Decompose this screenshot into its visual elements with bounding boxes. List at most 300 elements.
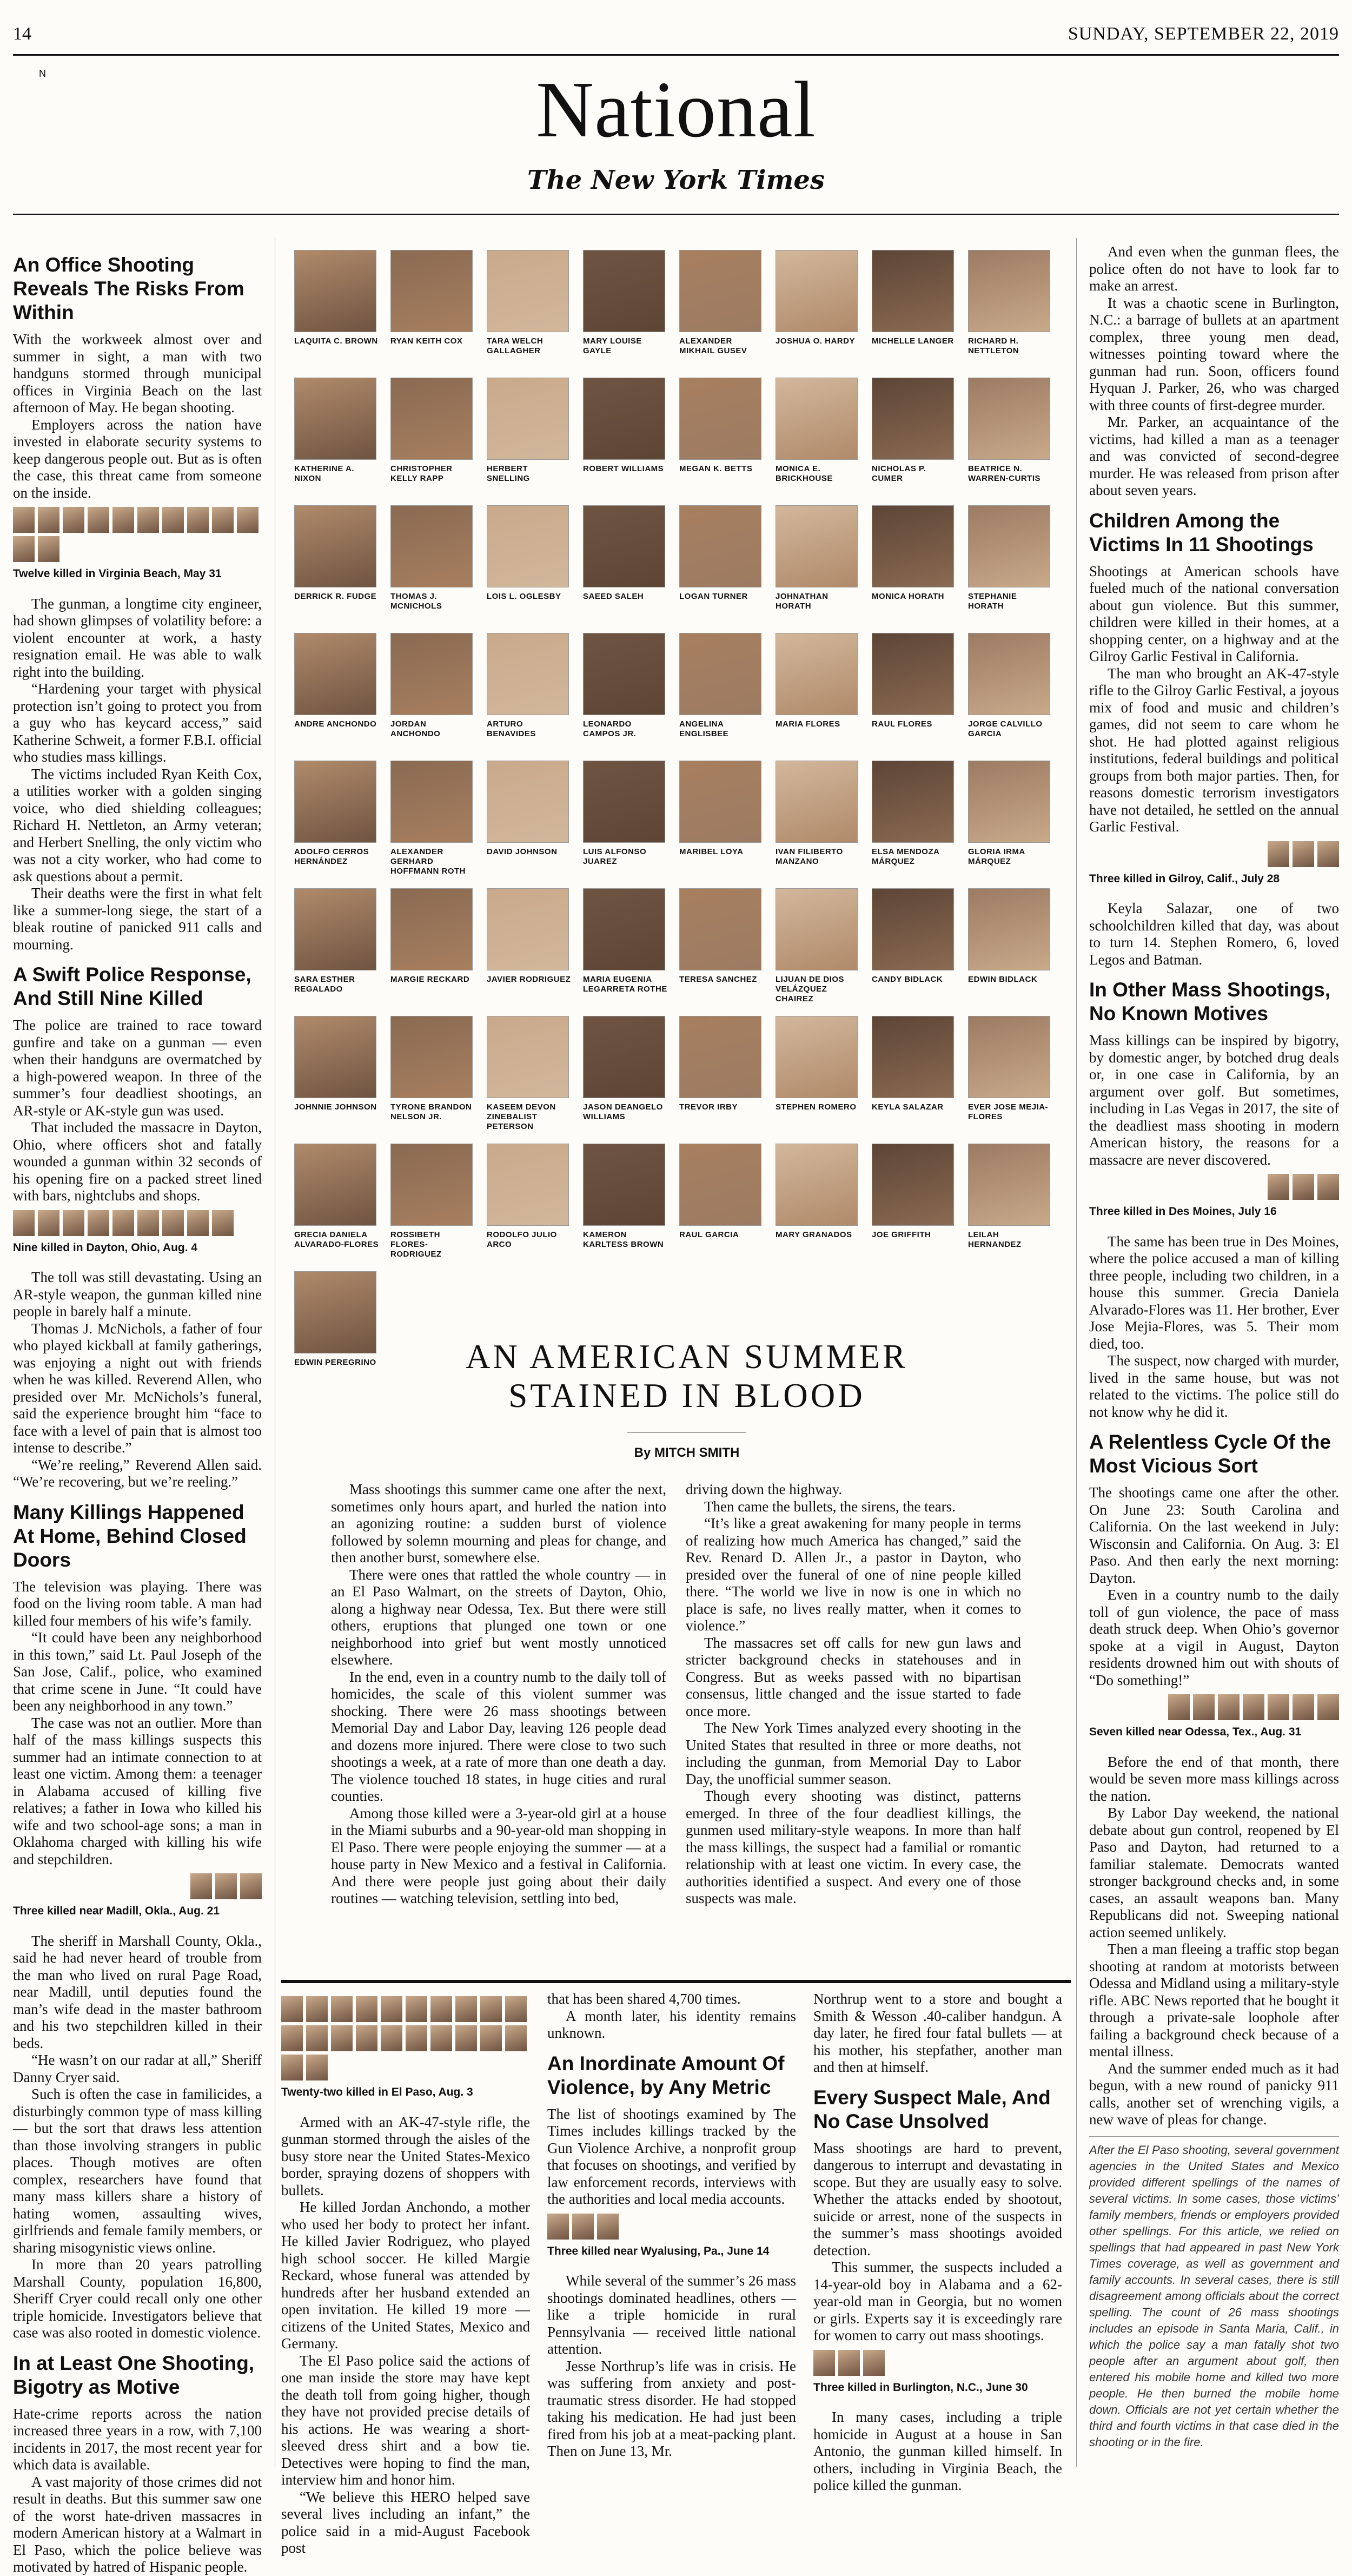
victim-name: RYAN KEITH COX — [390, 336, 463, 346]
victim-photo — [583, 378, 665, 460]
paragraph: Northrup went to a store and bought a Smith & Wesson .40-caliber handgun. A day later, he fired four fatal bullets — at his mother, his stepfather, another man and then at himself. — [813, 1991, 1062, 2075]
article-subhead: An Inordinate Amount Of Violence, by Any Metric — [547, 2052, 785, 2098]
main-article-col1 — [331, 1481, 666, 1907]
victim-photo — [863, 2350, 885, 2376]
victim-photo — [505, 1996, 527, 2022]
paragraph: The massacres set off calls for new gun laws and stricter background checks in statehouses and in Congress. But as weeks passed with no bipartisan consensus, little changed and the issue started to fade once more. — [686, 1634, 1021, 1719]
victim-portrait — [390, 888, 477, 985]
victim-name: LIJUAN DE DIOS VELÁZQUEZ CHAIREZ — [776, 975, 845, 1003]
paragraph: The case was not an outlier. More than half of the mass killings suspects this summer had an intimate connection to at least one victim. Among them: a teenager in Alabama accused of killing five relatives; a father in Iowa who killed his wife and two school-age sons; a man in Oklahoma charged with killing his wife and stepchildren. — [13, 1714, 262, 1867]
paragraph: Thomas J. McNichols, a father of four who played kickball at family gatherings, was enjoying a night out with friends when he was killed. Reverend Allen, who presided over Mr. McNichols’s funeral, said the experience brought him “face to face with a level of pain that is almost too intense to describe.” — [13, 1320, 262, 1456]
victim-name: LOIS L. OGLESBY — [487, 592, 561, 601]
victim-photo — [390, 378, 473, 460]
victim-name: TYRONE BRANDON NELSON JR. — [390, 1102, 472, 1121]
victim-photo — [1293, 841, 1314, 867]
victim-photo — [968, 888, 1050, 970]
victim-thumbnails — [1089, 1174, 1339, 1200]
victim-photo — [487, 633, 569, 715]
bottom-col3 — [813, 1991, 1062, 2494]
victim-portrait — [294, 378, 381, 484]
victim-photo — [1293, 1174, 1314, 1200]
victim-portrait — [294, 761, 381, 867]
victim-photo — [187, 507, 209, 533]
paragraph: “It could have been any neighborhood in this town,” said Lt. Paul Joseph of the San Jose, Calif., police, who examined that crime scene in June. “It could have been any neighborhood in any town.” — [13, 1629, 262, 1714]
victim-photo — [487, 505, 569, 587]
paragraph: The same has been true in Des Moines, where the police accused a man of killing three people, including two children, in a house this summer. Grecia Daniela Alvarado-Flores was 11. Her brother, Ever Jose Mejia-Flores, was 5. Their mom died, too. — [1089, 1233, 1339, 1352]
victim-portrait — [583, 505, 670, 602]
victim-name: BEATRICE N. WARREN-CURTIS — [968, 464, 1040, 483]
paragraph: Shootings at American schools have fueled much of the national conversation about gun violence. But this summer, children were killed in their homes, at a shopping center, on a highway and at the Gilroy Garlic Festival in California. — [1089, 563, 1339, 664]
victim-portrait — [487, 1144, 573, 1250]
victim-photo — [487, 761, 569, 843]
paragraph: In the end, even in a country numb to the daily toll of homicides, the scale of this violent summer was shocking. There were 26 mass shootings between Memorial Day and Labor Day, leaving 126 people dead and dozens more injured. There were close to two such shootings a week, at a rate of more than one death a day. The violence touched 18 states, in huge cities and rural counties. — [331, 1668, 666, 1804]
victim-portrait — [583, 888, 670, 994]
victim-photo — [112, 1210, 134, 1236]
paragraph: driving down the highway. — [686, 1481, 843, 1497]
victim-photo — [240, 1873, 262, 1899]
photo-caption: Three killed in Des Moines, July 16 — [1089, 1205, 1277, 1218]
victim-portrait — [487, 505, 573, 602]
victim-thumbnails — [13, 1873, 262, 1899]
victim-name: CANDY BIDLACK — [872, 975, 943, 984]
paragraph: In many cases, including a triple homicide in August at a house in San Antonio, the gunman killed himself. In others, including in Virginia Beach, the police killed the gunman. — [813, 2409, 1062, 2493]
victim-photo — [430, 2025, 452, 2051]
victim-name: ROBERT WILLIAMS — [583, 464, 664, 473]
victim-photo — [294, 1144, 376, 1226]
note-rule — [1089, 2136, 1339, 2137]
paragraph: The shootings came one after the other. On June 23: South Carolina and California. On the last weekend in July: Wisconsin and California. On Aug. 3: El Paso. And then early the next morning: Dayton. — [1089, 1484, 1339, 1586]
victim-portrait — [872, 633, 958, 729]
victim-name: MARY GRANADOS — [776, 1230, 852, 1239]
victim-name: JASON DEANGELO WILLIAMS — [583, 1102, 663, 1121]
victim-photo — [281, 1996, 303, 2022]
victim-name: RAUL FLORES — [872, 719, 932, 729]
victim-photo — [455, 1996, 477, 2022]
victim-name: ARTURO BENAVIDES — [487, 719, 536, 738]
victim-photo — [137, 1210, 159, 1236]
victim-photo — [583, 888, 665, 970]
victim-photo — [331, 2025, 353, 2051]
victim-photo — [968, 250, 1050, 332]
victim-name: LUIS ALFONSO JUAREZ — [583, 847, 647, 866]
victim-thumbnails — [1089, 841, 1339, 867]
victim-name: MONICA HORATH — [872, 592, 944, 601]
victim-portrait — [390, 1016, 477, 1122]
victim-name: GRECIA DANIELA ALVARADO-FLORES — [294, 1230, 379, 1249]
victim-portrait — [294, 505, 381, 602]
victim-portrait — [776, 378, 862, 484]
victim-name: JORGE CALVILLO GARCIA — [968, 719, 1043, 738]
victim-name: ADOLFO CERROS HERNÁNDEZ — [294, 847, 369, 866]
article-subhead: A Relentless Cycle Of the Most Vicious Sort — [1089, 1431, 1331, 1477]
victim-name: ANGELINA ENGLISBEE — [679, 719, 729, 738]
victim-photo — [597, 2214, 619, 2240]
victim-portrait — [872, 250, 958, 346]
article-subhead: An Office Shooting Reveals The Risks From Within — [13, 254, 244, 323]
victim-name: DAVID JOHNSON — [487, 847, 558, 856]
victim-name: THOMAS J. MCNICHOLS — [390, 592, 442, 611]
photo-caption: Seven killed near Odessa, Tex., Aug. 31 — [1089, 1726, 1302, 1738]
victim-portrait — [390, 633, 477, 739]
victim-photo — [679, 250, 761, 332]
victim-portrait — [679, 761, 766, 857]
victim-photo — [137, 507, 159, 533]
victim-portrait — [583, 1016, 670, 1122]
victim-photo — [547, 2214, 569, 2240]
victim-photo — [1317, 841, 1339, 867]
victim-portrait — [968, 250, 1055, 356]
byline: By MITCH SMITH — [634, 1445, 740, 1460]
headline-line: STAINED IN BLOOD — [508, 1377, 865, 1415]
victim-thumbnails — [13, 1210, 262, 1236]
paragraph: Even in a country numb to the daily toll of gun violence, the pace of mass death struck deep. When Ohio’s governor spoke at a vigil in August, Dayton residents drowned him out with shouts of “Do something!” — [1089, 1587, 1339, 1688]
victim-portrait — [487, 888, 573, 985]
victim-thumbnails — [813, 2350, 1062, 2376]
victim-photo — [776, 1144, 858, 1226]
victim-name: NICHOLAS P. CUMER — [872, 464, 926, 483]
paragraph: The suspect, now charged with murder, lived in the same house, but was not related to the victims. The police still do not know why he did it. — [1089, 1352, 1339, 1420]
victim-name: IVAN FILIBERTO MANZANO — [776, 847, 843, 866]
victim-photo — [390, 250, 473, 332]
victim-portrait — [776, 505, 862, 611]
victim-name: TERESA SANCHEZ — [679, 975, 757, 984]
victim-photo — [968, 633, 1050, 715]
victim-photo — [390, 1016, 473, 1098]
victim-portrait — [968, 761, 1055, 867]
victim-portrait — [872, 505, 958, 602]
victim-photo — [294, 1271, 376, 1353]
victim-name: ALEXANDER MIKHAIL GUSEV — [679, 336, 747, 355]
victim-photo — [480, 1996, 502, 2022]
main-headline — [379, 1337, 995, 1415]
paragraph: Such is often the case in familicides, a disturbingly common type of mass killing — but the sort that draws less attention than those involving strangers in public places. Though motives are often complex, researchers have found that many mass killers share a history of hating women, assaulting wives, girlfriends and female family members, or sharing misogynistic views online. — [13, 2086, 262, 2256]
photo-caption: Nine killed in Dayton, Ohio, Aug. 4 — [13, 1241, 198, 1254]
victim-photo — [294, 505, 376, 587]
victim-name: RICHARD H. NETTLETON — [968, 336, 1019, 355]
victim-portrait — [487, 378, 573, 484]
paragraph: “He wasn’t on our radar at all,” Sheriff Danny Cryer said. — [13, 2052, 262, 2085]
paragraph: Keyla Salazar, one of two schoolchildren killed that day, was about to turn 14. Stephen Romero, 6, loved Legos and Batman. — [1089, 900, 1339, 968]
victim-portrait — [487, 250, 573, 356]
victim-photo — [162, 507, 184, 533]
victim-photo — [505, 2025, 527, 2051]
section-title: National — [536, 65, 816, 154]
edition-folio: N — [39, 68, 46, 79]
victim-portrait — [390, 250, 477, 346]
victim-portrait — [872, 378, 958, 484]
article-subhead: Children Among the Victims In 11 Shootings — [1089, 509, 1314, 556]
header-rule — [13, 54, 1339, 56]
paragraph: The man who brought an AK-47-style rifle to the Gilroy Garlic Festival, a joyous mix of food and music and children’s games, did not seem to care whom he shot. He had plotted against religious institutions, federal buildings and political groups from both major parties. Then, for reasons domestic terrorism investigators have not detailed, he settled on the annual Garlic Festival. — [1089, 665, 1339, 835]
victim-photo — [331, 1996, 353, 2022]
victim-photo — [776, 761, 858, 843]
paragraph: He killed Jordan Anchondo, a mother who used her body to protect her infant. He killed Javier Rodriguez, who played high school soccer. He killed Margie Reckard, whose funeral was attended by hundreds after her husband extended an open invitation. He killed 19 more — citizens of the United States, Mexico and Germany. — [281, 2199, 530, 2352]
victim-portrait — [487, 633, 573, 739]
victim-photo — [390, 761, 473, 843]
victim-photo — [1243, 1694, 1264, 1720]
paragraph: that has been shared 4,700 times. — [547, 1991, 741, 2007]
paragraph: Employers across the nation have invested in elaborate security systems to keep dangerous people out. But as is often the case, this threat came from someone on the inside. — [13, 416, 262, 501]
paragraph: The police are trained to race toward gunfire and take on a gunman — even when their handguns are overmatched by a high-powered weapon. In three of the summer’s four deadliest shootings, an AR-style or AK-style gun was used. — [13, 1017, 262, 1119]
victim-photo — [572, 2214, 594, 2240]
victim-thumbnails — [1089, 1694, 1339, 1720]
victim-photo — [968, 378, 1050, 460]
victim-photo — [294, 378, 376, 460]
victim-photo — [390, 1144, 473, 1226]
victim-photo — [13, 507, 35, 533]
victim-photo — [390, 505, 473, 587]
victim-photo — [1293, 1694, 1314, 1720]
victim-photo — [294, 888, 376, 970]
victim-photo — [212, 507, 234, 533]
paragraph: Mr. Parker, an acquaintance of the victims, had killed a man as a teenager and was convicted of second-degree murder. He was released from prison after about seven years. — [1089, 414, 1339, 498]
victim-name: KAMERON KARLTESS BROWN — [583, 1230, 664, 1249]
victim-name: TREVOR IRBY — [679, 1102, 738, 1112]
victim-photo — [306, 1996, 328, 2022]
victim-thumbnails — [281, 1996, 530, 2080]
victim-name: DERRICK R. FUDGE — [294, 592, 377, 601]
victim-photo — [430, 1996, 452, 2022]
victim-photo — [306, 2055, 328, 2080]
photo-caption: Three killed in Gilroy, Calif., July 28 — [1089, 872, 1280, 885]
victim-photo — [38, 1210, 59, 1236]
victim-portrait — [872, 1144, 958, 1240]
victim-photo — [294, 1016, 376, 1098]
victim-photo — [487, 250, 569, 332]
victim-name: JORDAN ANCHONDO — [390, 719, 441, 738]
victim-name: ANDRE ANCHONDO — [294, 719, 377, 729]
paragraph: Among those killed were a 3-year-old girl at a house in the Miami suburbs and a 90-year-old man shopping in El Paso. There were people enjoying the summer — at a house party in New Mexico and a festival in California. And there were people just going about their daily routines — watching television, settling into bed, — [331, 1805, 666, 1906]
editors-note: After the El Paso shooting, several government agencies in the United States and Mexico provided different spellings of the names of several victims. In some cases, those victims’ family members, friends or employers provided other spellings. For this article, we relied on spellings that had appeared in past New York Times coverage, as well as government and family accounts. In several cases, there is still disagreement among officials about the correct spelling. The count of 26 mass shootings includes an episode in Santa Maria, Calif., in which the police say a man fatally shot two people after an argument about golf, then entered his mobile home and killed two more people. He then burned the mobile home down. Officials are not yet certain whether the third and fourth victims in that case died in the shooting or in the fire. — [1089, 2143, 1339, 2449]
paragraph: The gunman, a longtime city engineer, had shown glimpses of volatility before: a violent encounter at work, a hasty resignation email. He was able to walk right into the building. — [13, 595, 262, 680]
victim-photo — [13, 1210, 35, 1236]
victim-name: STEPHEN ROMERO — [776, 1102, 857, 1112]
article-subhead: In Other Mass Shootings, No Known Motives — [1089, 979, 1331, 1025]
victim-portrait — [390, 1144, 477, 1259]
victim-photo — [872, 378, 954, 460]
paragraph: “We’re reeling,” Reverend Allen said. “We’re recovering, but we’re reeling.” — [13, 1456, 262, 1490]
victim-photo — [112, 507, 134, 533]
victim-photo — [838, 2350, 860, 2376]
photo-caption: Twelve killed in Virginia Beach, May 31 — [13, 567, 222, 580]
victim-photo — [1168, 1694, 1190, 1720]
victim-photo — [480, 2025, 502, 2051]
paragraph: Armed with an AK-47-style rifle, the gunman stormed through the aisles of the busy store near the United States-Mexico border, spraying dozens of shoppers with bullets. — [281, 2113, 530, 2198]
paragraph: The New York Times analyzed every shooting in the United States that resulted in three or more deaths, not including the gunman, from Memorial Day to Labor Day, the unofficial summer season. — [686, 1720, 1021, 1787]
article-subhead: A Swift Police Response, And Still Nine Killed — [13, 963, 251, 1009]
victim-name: MARIA EUGENIA LEGARRETA ROTHE — [583, 975, 667, 994]
victim-name: EDWIN BIDLACK — [968, 975, 1038, 984]
victim-photo — [776, 378, 858, 460]
paragraph: Mass killings can be inspired by bigotry, by domestic anger, by botched drug deals or, in one case in California, by an argument over golf. But sometimes, including in Las Vegas in 2017, the site of the deadliest mass shooting in modern American history, the reasons for a massacre are never discovered. — [1089, 1032, 1339, 1168]
victim-portrait — [294, 250, 381, 346]
paragraph: A vast majority of those crimes did not result in deaths. But this summer saw one of the worst hate-driven massacres in modern American history at a Walmart in El Paso, which the police believe was motivated by hatred of Hispanic people. — [13, 2473, 262, 2575]
paragraph: A month later, his identity remains unknown. — [547, 2007, 796, 2041]
victim-name: ELSA MENDOZA MÁRQUEZ — [872, 847, 939, 866]
victim-name: MARY LOUISE GAYLE — [583, 336, 642, 355]
paragraph: The television was playing. There was food on the living room table. A man had killed four members of his wife’s family. — [13, 1578, 262, 1629]
paragraph: “Hardening your target with physical protection isn’t going to protect you from a guy who has keycard access,” said Katherine Schweit, a former F.B.I. official who studies mass killings. — [13, 681, 262, 765]
victim-photo — [38, 536, 59, 562]
victim-photo — [583, 505, 665, 587]
paragraph: Though every shooting was distinct, patterns emerged. In three of the four deadliest killings, the gunmen used military-style weapons. In more than half the mass killings, the suspect had a familial or romantic relationship with at least one victim. In every case, the authorities identified a suspect. And every one of those suspects was male. — [686, 1788, 1021, 1906]
victim-portrait — [968, 505, 1055, 611]
victim-thumbnails — [13, 507, 262, 562]
victim-photo — [968, 761, 1050, 843]
victim-photo — [1268, 841, 1289, 867]
victim-photo — [872, 250, 954, 332]
victim-photo — [872, 633, 954, 715]
masthead-rule — [13, 214, 1339, 215]
victim-photo — [237, 507, 259, 533]
victim-name: KASEEM DEVON ZINEBALIST PETERSON — [487, 1102, 556, 1131]
victim-name: ROSSIBETH FLORES-RODRIGUEZ — [390, 1230, 442, 1259]
paragraph: The El Paso police said the actions of one man inside the store may have kept the death toll from going higher, though they have not provided precise details of his actions. He was wearing a short-sleeved dress shirt and a bow tie. Detectives were hoping to find the man, interview him and honor him. — [281, 2352, 530, 2488]
victim-name: STEPHANIE HORATH — [968, 592, 1017, 611]
victim-photo — [294, 633, 376, 715]
victim-photo — [968, 505, 1050, 587]
victim-photo — [583, 250, 665, 332]
bottom-col2 — [547, 1991, 796, 2460]
victim-photo — [968, 1144, 1050, 1226]
victim-name: EVER JOSE MEJIA-FLORES — [968, 1102, 1049, 1121]
paragraph: Before the end of that month, there would be seven more mass killings across the nation. — [1089, 1753, 1339, 1804]
paragraph: While several of the summer’s 26 mass shootings dominated headlines, others — like a triple homicide in rural Pennsylvania — received little national attention. — [547, 2273, 796, 2357]
victim-portrait — [968, 378, 1055, 484]
victim-name: RAUL GARCIA — [679, 1230, 739, 1239]
victim-photo — [872, 505, 954, 587]
paragraph: Their deaths were the first in what felt like a summer-long siege, the start of a bleak routine of panicked 911 calls and mourning. — [13, 885, 262, 953]
paragraph: Mass shootings this summer came one after the next, sometimes only hours apart, and hurled the nation into an agonizing routine: a sudden burst of violence followed by solemn mourning and pleas for change, and then another burst, somewhere else. — [331, 1481, 666, 1566]
victim-photo — [872, 1016, 954, 1098]
issue-date: SUNDAY, SEPTEMBER 22, 2019 — [1068, 24, 1339, 44]
column-divider — [1076, 238, 1077, 2467]
victim-photo — [487, 1144, 569, 1226]
victim-photo — [679, 761, 761, 843]
victim-photo — [455, 2025, 477, 2051]
victim-photo — [294, 761, 376, 843]
victim-photo — [63, 1210, 84, 1236]
victim-portrait — [872, 761, 958, 867]
victim-photo — [356, 2025, 377, 2051]
victim-name: SARA ESTHER REGALADO — [294, 975, 355, 994]
victim-photo — [190, 1873, 212, 1899]
victim-photo — [679, 888, 761, 970]
victim-photo — [1268, 1694, 1289, 1720]
victim-name: LEILAH HERNANDEZ — [968, 1230, 1022, 1249]
victim-portrait — [679, 1144, 766, 1240]
victim-portrait — [294, 1016, 381, 1112]
victim-photo — [381, 1996, 402, 2022]
photo-caption: Three killed near Madill, Okla., Aug. 21 — [13, 1905, 220, 1917]
section-rule — [281, 1980, 1071, 1983]
victim-portrait — [294, 888, 381, 994]
victim-photo — [306, 2025, 328, 2051]
paragraph: Then a man fleeing a traffic stop began shooting at random at motorists between Odessa and Midland using a military-style rifle. ABC News reported that he bought it through a private-sale loophole after failing a background check because of a mental illness. — [1089, 1941, 1339, 2059]
paragraph: Mass shootings are hard to prevent, dangerous to interrupt and devastating in scope. But they are usually easy to solve. Whether the attacks ended by shootout, suicide or arrest, none of the suspects in the summer’s mass shootings avoided detection. — [813, 2139, 1062, 2258]
victim-photo — [679, 1016, 761, 1098]
paragraph: Then came the bullets, the sirens, the tears. — [704, 1498, 956, 1515]
bottom-col1 — [281, 1991, 530, 2557]
victim-portrait — [679, 1016, 766, 1112]
victim-portrait — [583, 761, 670, 867]
victim-thumbnails — [547, 2214, 796, 2240]
victim-portrait — [776, 1016, 862, 1112]
victim-name: KATHERINE A. NIXON — [294, 464, 354, 483]
victim-name: MEGAN K. BETTS — [679, 464, 753, 473]
paragraph: “It’s like a great awakening for many people in terms of realizing how much America has changed,” said the Rev. Renard D. Allen Jr., a pastor in Dayton, who presided over the funeral of one of nine people killed there. “The world we live in now is one in which no place is safe, no lives really matter, when it comes to violence.” — [686, 1515, 1021, 1634]
paragraph: The list of shootings examined by The Times includes killings tracked by the Gun Violence Archive, a nonprofit group that focuses on shootings, and verified by law enforcement records, interviews with the authorities and local media accounts. — [547, 2105, 796, 2207]
victim-name: LOGAN TURNER — [679, 592, 748, 601]
victim-name: JOE GRIFFITH — [872, 1230, 931, 1239]
victim-name: CHRISTOPHER KELLY RAPP — [390, 464, 453, 483]
paragraph: That included the massacre in Dayton, Ohio, where officers shot and fatally wounded a gunman within 32 seconds of his opening fire on a packed street lined with bars, nightclubs and shops. — [13, 1119, 262, 1204]
victim-photo — [776, 888, 858, 970]
victim-portrait — [583, 633, 670, 739]
victim-portrait — [390, 505, 477, 611]
paragraph: And the summer ended much as it had begun, with a new round of panicky 911 calls, another set of wrenching vigils, a new wave of pleas for change. — [1089, 2060, 1339, 2128]
article-subhead: Every Suspect Male, And No Case Unsolved — [813, 2086, 1051, 2132]
victim-portrait — [679, 378, 766, 474]
victim-name: MICHELLE LANGER — [872, 336, 954, 346]
photo-caption: Three killed in Burlington, N.C., June 30 — [813, 2381, 1028, 2394]
victim-photo — [583, 761, 665, 843]
victim-name: JOHNATHAN HORATH — [776, 592, 829, 611]
victim-portrait — [294, 1144, 381, 1250]
victim-portrait — [390, 378, 477, 484]
page-number: 14 — [13, 24, 31, 44]
victim-name: JOHNNIE JOHNSON — [294, 1102, 377, 1112]
victim-photo — [381, 2025, 402, 2051]
victim-photo — [487, 1016, 569, 1098]
victim-photo — [1317, 1694, 1339, 1720]
victim-photo — [679, 378, 761, 460]
victim-photo — [187, 1210, 209, 1236]
victim-photo — [583, 633, 665, 715]
victim-photo — [583, 1016, 665, 1098]
newspaper-logo: The New York Times — [527, 165, 825, 195]
victim-photo — [776, 505, 858, 587]
victim-name: KEYLA SALAZAR — [872, 1102, 944, 1112]
victim-photo — [406, 2025, 427, 2051]
victim-name: JAVIER RODRIGUEZ — [487, 975, 571, 984]
victim-portrait — [872, 888, 958, 985]
victim-portrait — [294, 1271, 381, 1368]
victim-portrait — [968, 1144, 1055, 1250]
victim-name: LEONARDO CAMPOS JR. — [583, 719, 637, 738]
victim-photo — [212, 1210, 234, 1236]
paragraph: “We believe this HERO helped save several lives including an infant,” the police said in a mid-August Facebook post — [281, 2488, 530, 2556]
paragraph: There were ones that rattled the whole country — in an El Paso Walmart, on the streets of Dayton, Ohio, along a highway near Odessa, Tex. But there were still others, eruptions that plunged one town or one neighborhood into grief but went mostly unnoticed elsewhere. — [331, 1566, 666, 1668]
victim-photo — [13, 536, 35, 562]
victim-photo — [215, 1873, 237, 1899]
victim-name: GLORIA IRMA MÁRQUEZ — [968, 847, 1025, 866]
victim-portrait — [872, 1016, 958, 1112]
victim-name: MONICA E. BRICKHOUSE — [776, 464, 833, 483]
photo-caption: Twenty-two killed in El Paso, Aug. 3 — [281, 2086, 473, 2098]
paragraph: By Labor Day weekend, the national debate about gun control, reopened by El Paso and Dayton, had returned to a familiar stalemate. Democrats wanted stronger background checks and, in some cases, an assault weapons ban. Many Republicans did not. Sweeping national action seemed unlikely. — [1089, 1805, 1339, 1940]
victim-portrait — [776, 633, 862, 729]
victim-photo — [872, 888, 954, 970]
paragraph: Hate-crime reports across the nation increased three years in a row, with 7,100 incidents in 2017, the most recent year for which data is available. — [13, 2405, 262, 2473]
victim-portrait — [776, 888, 862, 1004]
right-column — [1089, 243, 1339, 2450]
victim-portrait — [776, 1144, 862, 1240]
victim-photo — [487, 378, 569, 460]
victim-photo — [281, 2055, 303, 2080]
victim-name: ALEXANDER GERHARD HOFFMANN ROTH — [390, 847, 466, 876]
victim-photo — [968, 1016, 1050, 1098]
